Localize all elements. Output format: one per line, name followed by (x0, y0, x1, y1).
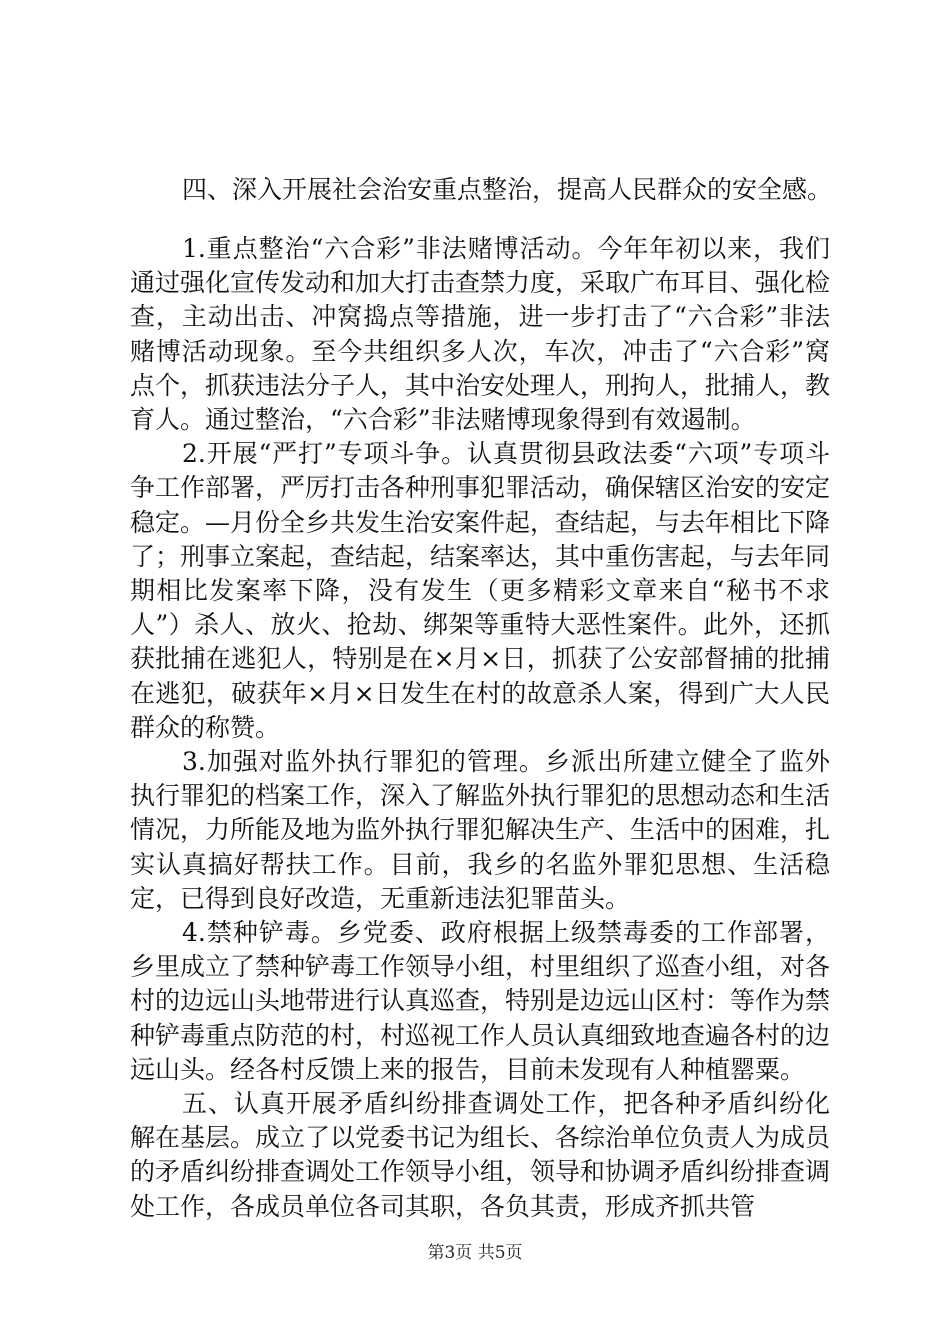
paragraph-5: 五、认真开展矛盾纠纷排查调处工作，把各种矛盾纠纷化解在基层。成立了以党委书记为组长、各综治单位负责人为成员的矛盾纠纷排查调处工作领导小组，领导和协调矛盾纠纷排查调处工作，各成员单位各司其职，各负其责，形成齐抓共管 (130, 1089, 831, 1221)
section-heading: 四、深入开展社会治安重点整治，提高人民群众的安全感。 (182, 175, 833, 204)
document-body (130, 232, 830, 1224)
paragraph-4: 4.禁种铲毒。乡党委、政府根据上级禁毒委的工作部署，乡里成立了禁种铲毒工作领导小组，村里组织了巡查小组，对各村的边远山头地带进行认真巡查，特别是边远山区村：等作为禁种铲毒重点防范的村，村巡视工作人员认真细致地查遍各村的边远山头。经各村反馈上来的报告，目前未发现有人种植罂粟。 (130, 918, 831, 1084)
paragraph-3: 3.加强对监外执行罪犯的管理。乡派出所建立健全了监外执行罪犯的档案工作，深入了解监外执行罪犯的思想动态和生活情况，力所能及地为监外执行罪犯解决生产、生活中的困难，扎实认真搞好帮扶工作。目前，我乡的名监外罪犯思想、生活稳定，已得到良好改造，无重新违法犯罪苗头。 (130, 747, 831, 913)
page-footer: 第3页 共5页 (427, 1243, 523, 1263)
paragraph-1: 1.重点整治“六合彩”非法赌博活动。今年年初以来，我们通过强化宣传发动和加大打击查禁力度，采取广布耳目、强化检查，主动出击、冲窝捣点等措施，进一步打击了“六合彩”非法赌博活动现象。至今共组织多人次，车次，冲击了“六合彩”窝点个，抓获违法分子人，其中治安处理人，刑拘人，批捕人，教育人。通过整治，“六合彩”非法赌博现象得到有效遏制。 (130, 234, 831, 435)
paragraph-2: 2.开展“严打”专项斗争。认真贯彻县政法委“六项”专项斗争工作部署，严厉打击各种刑事犯罪活动，确保辖区治安的安定稳定。—月份全乡共发生治安案件起，查结起，与去年相比下降了；刑事立案起，查结起，结案率达，其中重伤害起，与去年同期相比发案率下降，没有发生（更多精彩文章来自“秘书不求人”）杀人、放火、抢劫、绑架等重特大恶性案件。此外，还抓获批捕在逃犯人，特别是在×月×日，抓获了公安部督捕的批捕在逃犯，破获年×月×日发生在村的故意杀人案，得到广大人民群众的称赞。 (130, 439, 831, 742)
